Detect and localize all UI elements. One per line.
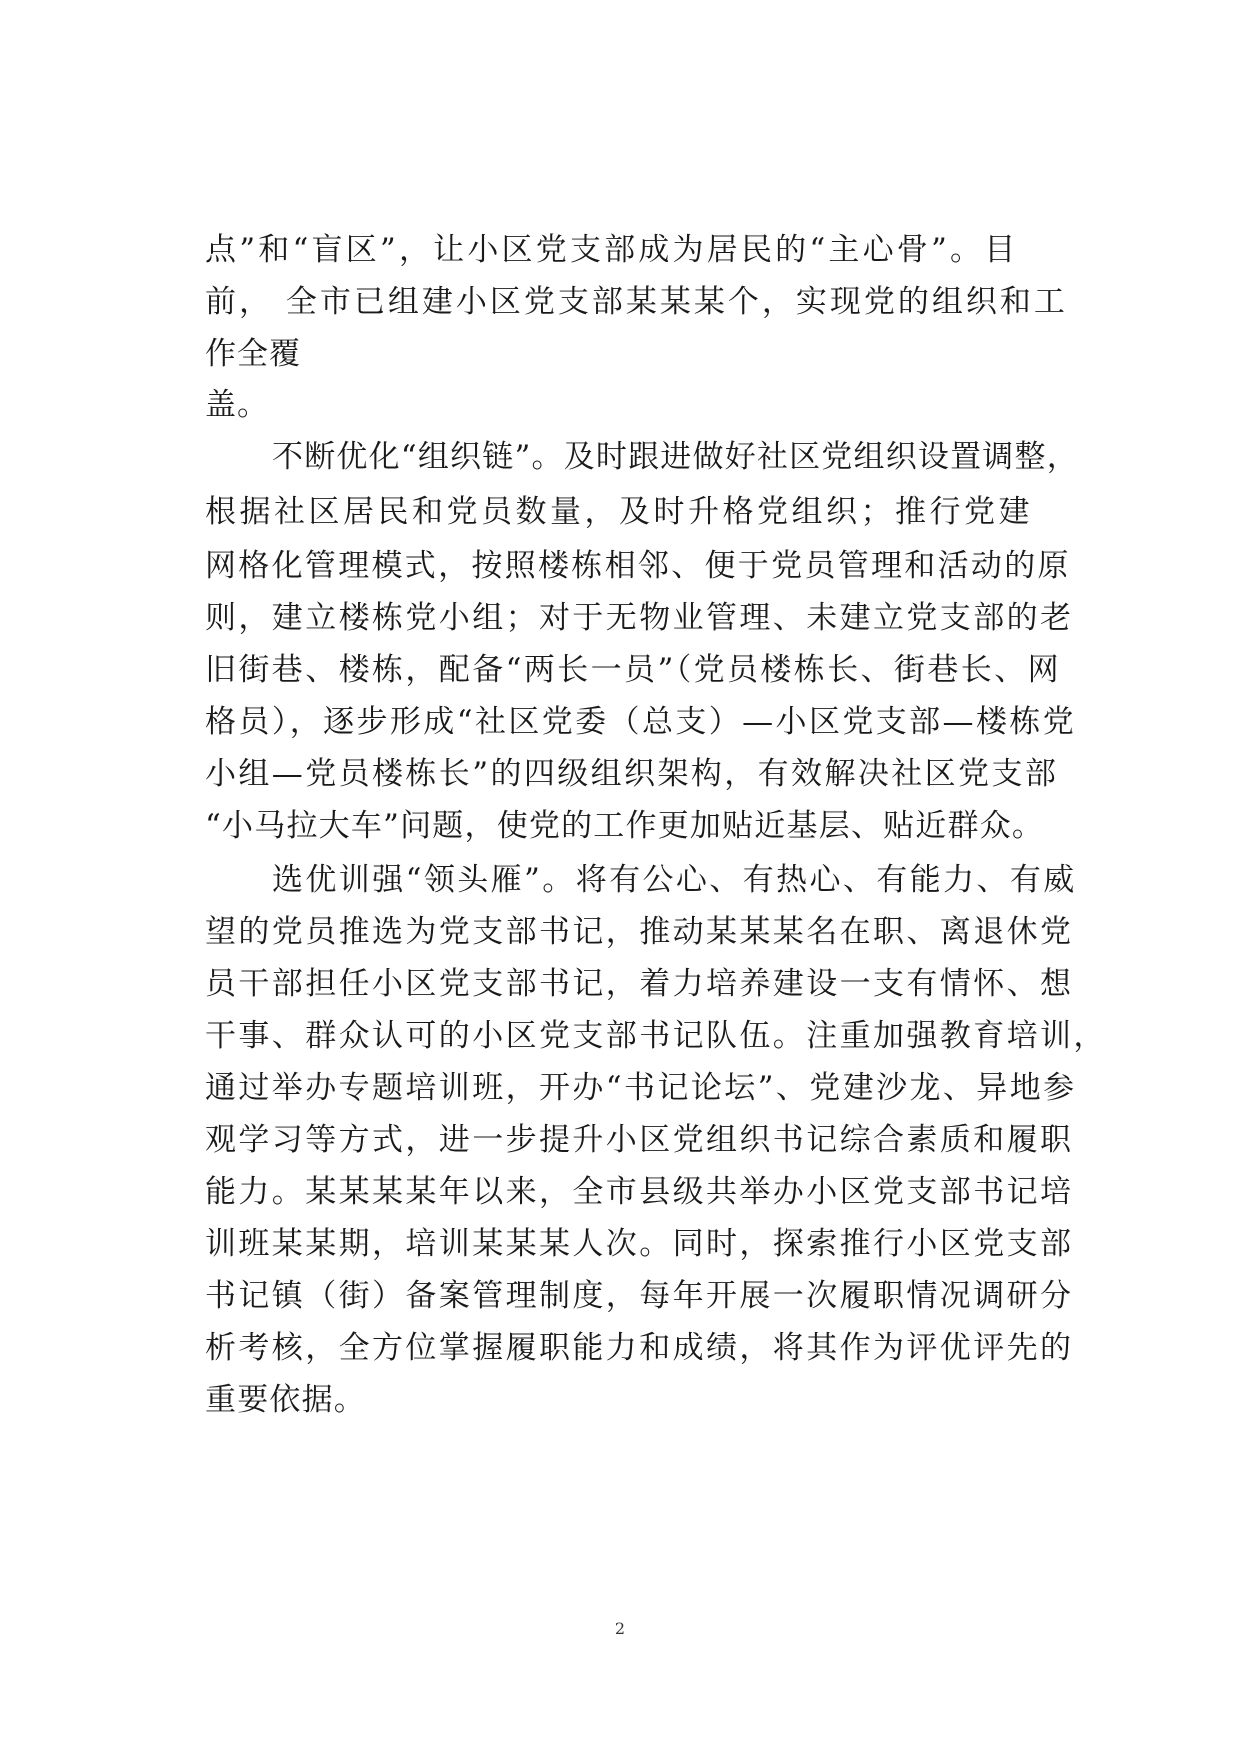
text-line: 点”和“盲区”，让小区党支部成为居民的“主心骨”。目 [205,232,1019,268]
text-line: 作全覆 [205,336,301,372]
text-line: 望的党员推选为党支部书记，推动某某某名在职、离退休党 [205,914,1074,950]
text-line: 网格化管理模式，按照楼栋相邻、便于党员管理和活动的原 [205,548,1071,584]
text-line: 训班某某期，培训某某某人次。同时，探索推行小区党支部 [205,1226,1074,1262]
text-line: 员干部担任小区党支部书记，着力培养建设一支有情怀、想 [205,966,1074,1002]
text-line: 通过举办专题培训班，开办“书记论坛”、党建沙龙、异地参 [205,1070,1077,1106]
text-line: 观学习等方式，进一步提升小区党组织书记综合素质和履职 [205,1122,1074,1158]
text-line: 则，建立楼栋党小组；对于无物业管理、未建立党支部的老 [205,600,1074,636]
text-line: 前， 全市已组建小区党支部某某某个，实现党的组织和工 [205,284,1068,320]
text-line: 书记镇（街）备案管理制度，每年开展一次履职情况调研分 [205,1278,1074,1314]
text-line: “小马拉大车”问题，使党的工作更加贴近基层、贴近群众。 [205,808,1045,844]
page-number: 2 [614,1619,626,1638]
text-line: 盖。 [205,387,269,423]
text-line: 干事、群众认可的小区党支部书记队伍。注重加强教育培训， [205,1018,1107,1054]
text-line: 能力。某某某某年以来，全市县级共举办小区党支部书记培 [205,1174,1074,1210]
text-line: 析考核，全方位掌握履职能力和成绩，将其作为评优评先的 [205,1330,1074,1366]
text-line: 根据社区居民和党员数量，及时升格党组织；推行党建 [205,494,1033,530]
text-line: 小组—党员楼栋长”的四级组织架构，有效解决社区党支部 [205,756,1059,792]
text-line: 格员），逐步形成“社区党委（总支）—小区党支部—楼栋党 [205,704,1077,740]
text-line: 重要依据。 [205,1382,366,1418]
text-line: 选优训强“领头雁”。将有公心、有热心、有能力、有威 [272,862,1077,898]
text-line: 旧街巷、楼栋，配备“两长一员”（党员楼栋长、街巷长、网 [205,652,1061,688]
text-line: 不断优化“组织链”。及时跟进做好社区党组织设置调整， [272,439,1079,475]
